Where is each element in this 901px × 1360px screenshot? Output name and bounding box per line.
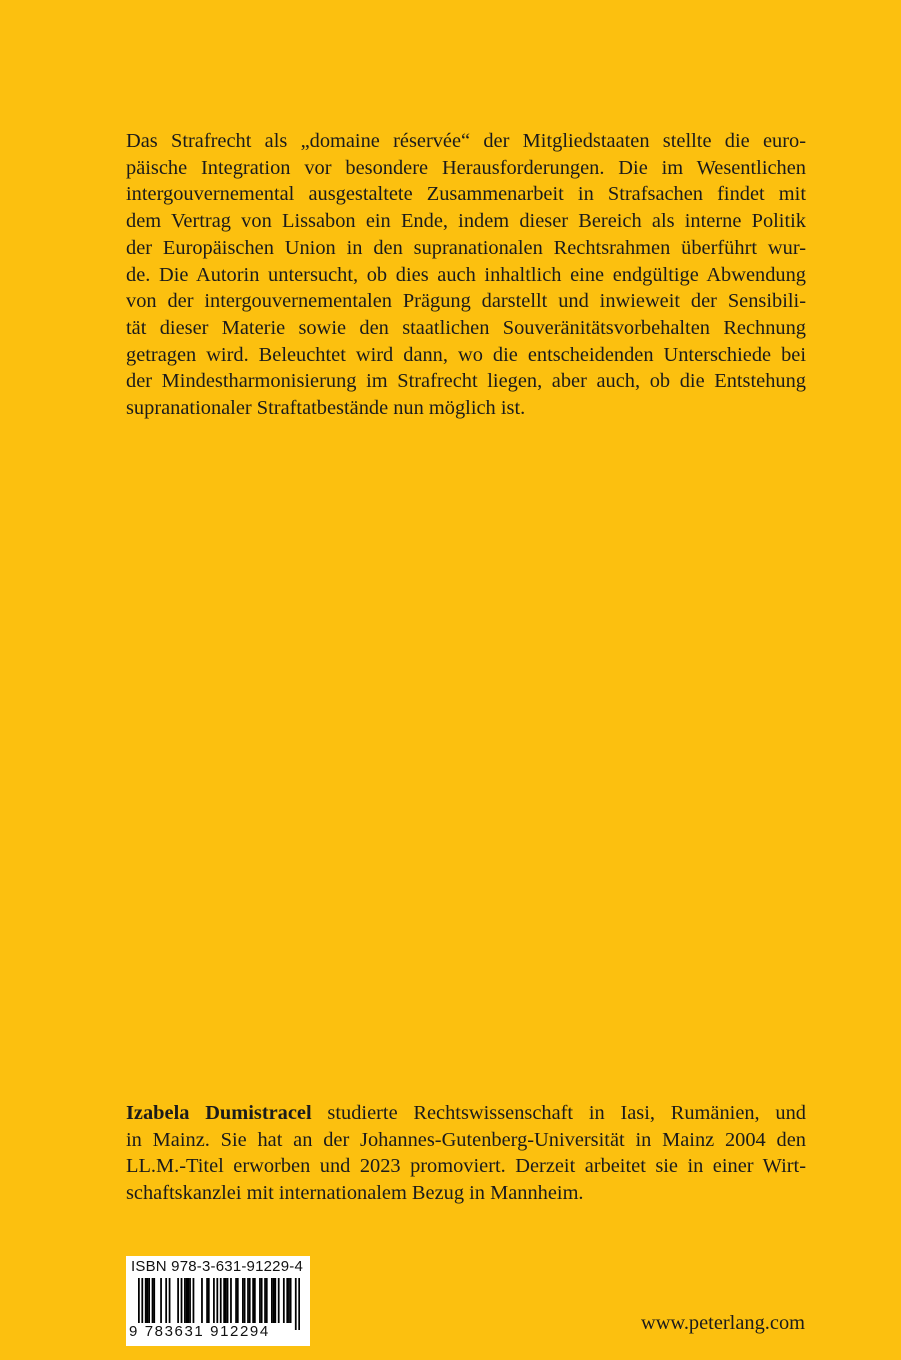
blurb-line: Das Strafrecht als „domaine réservée“ der Mitgliedstaaten stellte die euro- [126,130,806,152]
barcode-bar [259,1278,261,1323]
barcode-bar [273,1278,275,1323]
barcode-bar [252,1278,254,1323]
author-bio-text: studierte Rechtswissenschaft in Iasi, Rumänien, und [311,1102,807,1124]
barcode-bar [148,1278,150,1323]
barcode-bar [189,1278,191,1323]
barcode-bar [244,1278,246,1323]
barcode-bar [242,1278,244,1323]
barcode-bar [181,1278,183,1323]
barcode-bar [223,1278,225,1323]
blurb-line: päische Integration vor besondere Herausforderungen. Die im Wesentlichen [126,156,806,179]
ean-digits-text: 9 783631 912294 [129,1323,270,1340]
barcode-bar [225,1278,227,1323]
blurb-line: dem Vertrag von Lissabon ein Ende, indem dieser Bereich als interne Politik [126,210,806,233]
barcode-bar [147,1278,149,1323]
blurb-line: der Mindestharmonisierung im Strafrecht liegen, aber auch, ob die Entstehung [126,370,806,393]
barcode-bar [213,1278,215,1323]
author-bio-line [126,1100,806,1127]
barcode-bar [283,1278,285,1323]
author-bio-line: schaftskanzlei mit internationalem Bezug in Mannheim. [126,1182,584,1205]
barcode-bar [249,1278,251,1323]
author-name: Izabela Dumistracel [126,1102,312,1124]
barcode-bar [274,1278,276,1323]
blurb-line: von der intergouvernementalen Prägung darstellt und inwieweit der Sensibili- [126,290,806,313]
barcode-bar [186,1278,188,1323]
ean-digits [129,1323,307,1340]
barcode-bar [145,1278,147,1323]
barcode-bar [165,1278,167,1323]
blurb-line: getragen wird. Beleuchtet wird dann, wo die entscheidenden Unterschiede bei [126,343,806,366]
barcode-bar [160,1278,162,1323]
isbn-label: ISBN 978-3-631-91229-4 [131,1258,304,1275]
barcode-bar [206,1278,208,1323]
barcode-bar [227,1278,229,1323]
blurb-line: supranationaler Straftatbestände nun möglich ist. [126,397,526,420]
barcode-bar [235,1278,237,1323]
barcode-bar [193,1278,195,1323]
barcode-bar [278,1278,280,1323]
barcode-bar [152,1278,154,1323]
blurb-line: de. Die Autorin untersucht, ob dies auch inhaltlich eine endgültige Abwendung [126,263,806,286]
barcode-bar [266,1278,268,1323]
blurb-line: intergouvernemental ausgestaltete Zusammenarbeit in Strafsachen findet mit [126,183,806,206]
barcode-bar [201,1278,203,1323]
barcode-bar [247,1278,249,1323]
barcode-bar [254,1278,256,1323]
barcode-bar [271,1278,273,1323]
barcode-bar [264,1278,266,1323]
barcode-bar [261,1278,263,1323]
barcode-bar [290,1278,292,1323]
barcode-bar [286,1278,288,1323]
isbn-barcode [126,1256,310,1346]
author-bio [126,1100,806,1207]
barcode-bar [153,1278,155,1323]
barcode-bar [237,1278,239,1323]
barcode-bar [187,1278,189,1323]
publisher-website: www.peterlang.com [640,1312,805,1334]
blurb-line: tät dieser Materie sowie den staatlichen Souveränitätsvorbehalten Rechnung [126,316,806,339]
barcode-bar [230,1278,232,1323]
back-cover-blurb [126,128,806,422]
barcode-bar [208,1278,210,1323]
barcode-bar [288,1278,290,1323]
barcode-bar [184,1278,186,1323]
barcode-bar [169,1278,171,1323]
barcode-bar [177,1278,179,1323]
blurb-line: der Europäischen Union in den supranationalen Rechtsrahmen überführt wur- [126,236,806,259]
author-bio-line: LL.M.-Titel erworben und 2023 promoviert. Derzeit arbeitet sie in einer Wirt- [126,1155,806,1178]
author-bio-line: in Mainz. Sie hat an der Johannes-Gutenberg-Universität in Mainz 2004 den [126,1128,806,1151]
